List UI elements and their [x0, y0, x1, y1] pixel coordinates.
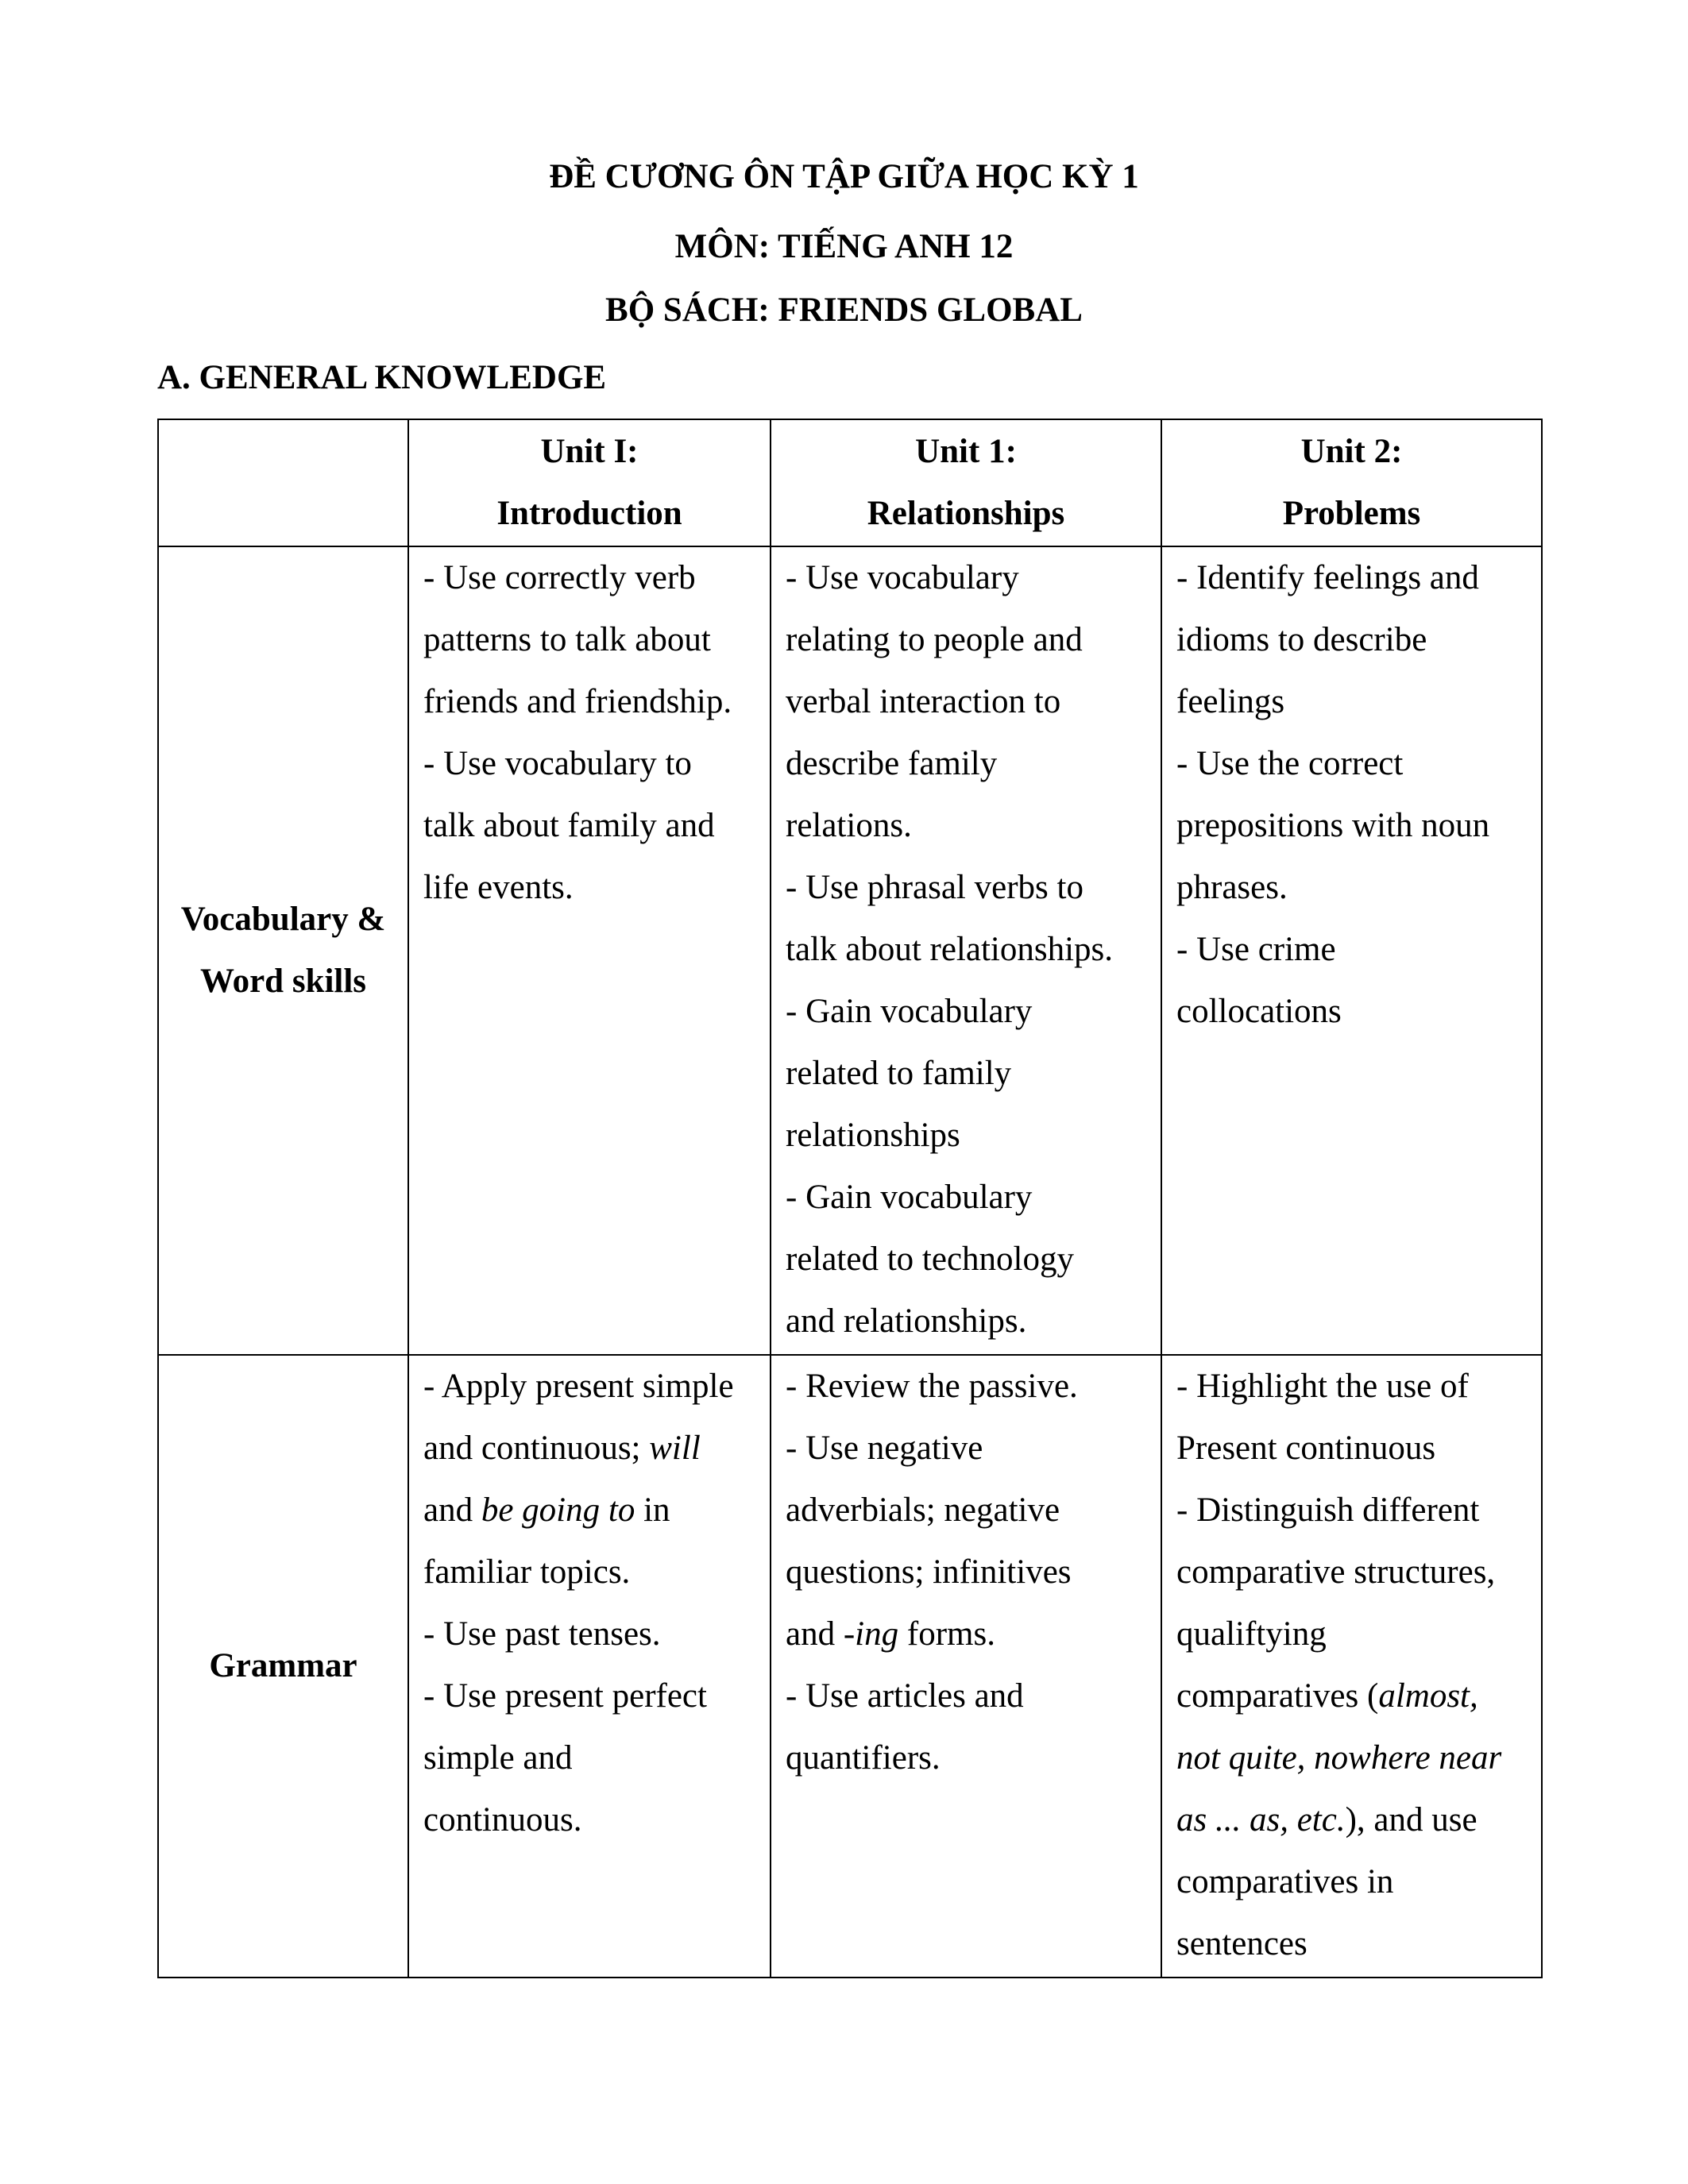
- header-unit-name: Relationships: [867, 495, 1065, 532]
- cell-line: and continuous; will: [423, 1430, 701, 1467]
- row-label-line: Word skills: [199, 963, 367, 1000]
- cell-line: - Use articles and: [786, 1677, 1024, 1715]
- cell-line: related to technology: [786, 1241, 1074, 1278]
- cell-line: - Use past tenses.: [423, 1615, 661, 1653]
- cell-line: verbal interaction to: [786, 683, 1061, 720]
- book-title: BỘ SÁCH: FRIENDS GLOBAL: [605, 291, 1083, 329]
- cell-line: - Use the correct: [1176, 745, 1404, 782]
- row-label-line: Vocabulary &: [180, 901, 386, 938]
- row-label-vocabulary: [158, 546, 408, 1355]
- header-unit-name: Problems: [1282, 495, 1421, 532]
- cell-line: collocations: [1176, 993, 1342, 1030]
- general-knowledge-table: [157, 419, 1543, 1978]
- cell-line: talk about relationships.: [786, 931, 1114, 968]
- cell-line: related to family: [786, 1055, 1012, 1092]
- cell-line: questions; infinitives: [786, 1553, 1072, 1591]
- cell-line: comparative structures,: [1176, 1553, 1496, 1591]
- cell-line: and relationships.: [786, 1302, 1027, 1340]
- cell-line: describe family: [786, 745, 998, 782]
- cell-line: qualiftying: [1176, 1615, 1327, 1653]
- cell-line: sentences: [1176, 1925, 1308, 1962]
- row-label-line: Grammar: [209, 1647, 357, 1684]
- cell-line: comparatives in: [1176, 1863, 1394, 1900]
- cell-line: and -ing forms.: [786, 1615, 995, 1653]
- header-unit-name: Introduction: [496, 495, 682, 532]
- cell-line: - Review the passive.: [786, 1368, 1078, 1405]
- cell-line: - Use correctly verb: [423, 559, 696, 596]
- table-header-row: [158, 419, 1542, 546]
- header-unit-label: Unit 1:: [915, 433, 1017, 470]
- cell-line: life events.: [423, 869, 574, 906]
- cell-line: - Apply present simple: [423, 1368, 734, 1405]
- cell-line: phrases.: [1176, 869, 1288, 906]
- row-label-grammar: [158, 1355, 408, 1978]
- cell-line: relating to people and: [786, 621, 1083, 658]
- cell-line: not quite, nowhere near: [1176, 1739, 1502, 1777]
- section-heading: A. GENERAL KNOWLEDGE: [157, 359, 607, 396]
- vocab-cell-unit-1: [771, 546, 1161, 1355]
- table-row-grammar: [158, 1355, 1542, 1978]
- cell-line: feelings: [1176, 683, 1285, 720]
- grammar-cell-unit-1: [771, 1355, 1161, 1978]
- cell-line: simple and: [423, 1739, 573, 1777]
- cell-line: - Identify feelings and: [1176, 559, 1479, 596]
- cell-line: - Distinguish different: [1176, 1491, 1480, 1529]
- cell-line: adverbials; negative: [786, 1491, 1060, 1529]
- cell-line: - Use negative: [786, 1430, 983, 1467]
- subject-title: MÔN: TIẾNG ANH 12: [674, 228, 1014, 265]
- header-unit-1: [771, 419, 1161, 546]
- cell-line: patterns to talk about: [423, 621, 711, 658]
- cell-line: - Use vocabulary to: [423, 745, 692, 782]
- cell-line: - Gain vocabulary: [786, 993, 1033, 1030]
- cell-line: relationships: [786, 1117, 960, 1154]
- cell-line: - Use phrasal verbs to: [786, 869, 1083, 906]
- header-unit-i: [408, 419, 771, 546]
- cell-line: relations.: [786, 807, 912, 844]
- document-title: ĐỀ CƯƠNG ÔN TẬP GIỮA HỌC KỲ 1: [549, 158, 1139, 195]
- cell-line: as ... as, etc.), and use: [1176, 1801, 1477, 1839]
- cell-line: - Use present perfect: [423, 1677, 707, 1715]
- table-row-vocabulary: [158, 546, 1542, 1355]
- vocab-cell-unit-i: [408, 546, 771, 1355]
- cell-line: - Gain vocabulary: [786, 1179, 1033, 1216]
- header-unit-2: [1161, 419, 1542, 546]
- cell-line: familiar topics.: [423, 1553, 631, 1591]
- header-unit-label: Unit 2:: [1300, 433, 1403, 470]
- cell-line: prepositions with noun: [1176, 807, 1490, 844]
- cell-line: - Use crime: [1176, 931, 1336, 968]
- vocab-cell-unit-2: [1161, 546, 1542, 1355]
- cell-line: idioms to describe: [1176, 621, 1427, 658]
- header-unit-label: Unit I:: [540, 433, 639, 470]
- header-empty-cell: [158, 419, 408, 546]
- cell-line: comparatives (almost,: [1176, 1677, 1478, 1715]
- cell-line: Present continuous: [1176, 1430, 1436, 1467]
- cell-line: continuous.: [423, 1801, 582, 1839]
- cell-line: talk about family and: [423, 807, 715, 844]
- cell-line: - Highlight the use of: [1176, 1368, 1469, 1405]
- cell-line: quantifiers.: [786, 1739, 941, 1777]
- grammar-cell-unit-2: [1161, 1355, 1542, 1978]
- cell-line: - Use vocabulary: [786, 559, 1019, 596]
- cell-line: and be going to in: [423, 1491, 670, 1529]
- grammar-cell-unit-i: [408, 1355, 771, 1978]
- cell-line: friends and friendship.: [423, 683, 732, 720]
